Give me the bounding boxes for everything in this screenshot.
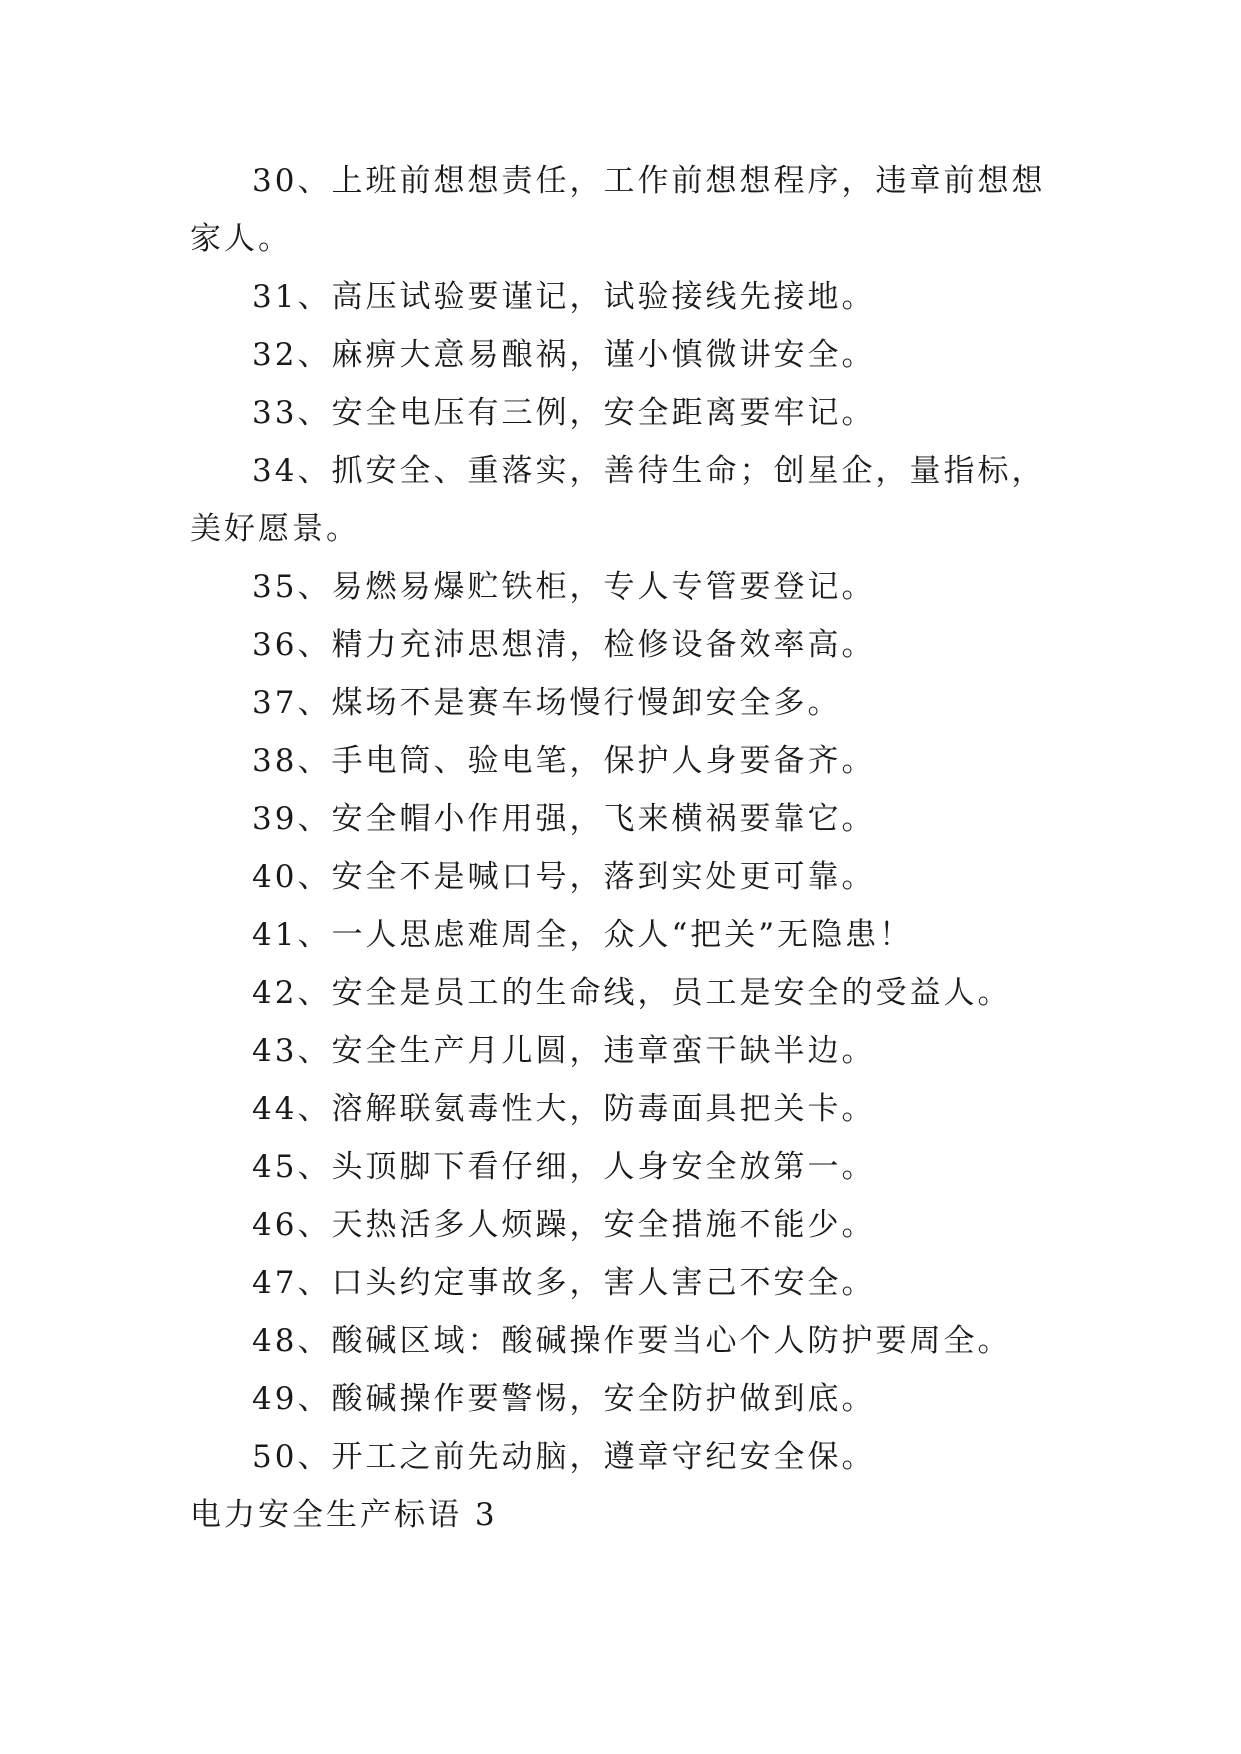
slogan-item: 31、高压试验要谨记，试验接线先接地。 xyxy=(252,279,876,315)
slogan-item: 40、安全不是喊口号，落到实处更可靠。 xyxy=(252,859,876,895)
slogan-list xyxy=(190,152,1050,1544)
slogan-item: 41、一人思虑难周全，众人“把关”无隐患！ xyxy=(252,917,914,953)
slogan-item: 49、酸碱操作要警惕，安全防护做到底。 xyxy=(252,1381,876,1417)
slogan-item: 39、安全帽小作用强，飞来横祸要靠它。 xyxy=(252,801,876,837)
slogan-item: 45、头顶脚下看仔细，人身安全放第一。 xyxy=(252,1149,876,1185)
slogan-item: 38、手电筒、验电笔，保护人身要备齐。 xyxy=(252,743,876,779)
slogan-item: 35、易燃易爆贮铁柜，专人专管要登记。 xyxy=(252,569,876,605)
slogan-item: 47、口头约定事故多，害人害己不安全。 xyxy=(252,1265,876,1301)
slogan-item: 43、安全生产月儿圆，违章蛮干缺半边。 xyxy=(252,1033,876,1069)
slogan-item: 32、麻痹大意易酿祸，谨小慎微讲安全。 xyxy=(252,337,876,373)
slogan-item: 36、精力充沛思想清，检修设备效率高。 xyxy=(252,627,876,663)
slogan-item: 46、天热活多人烦躁，安全措施不能少。 xyxy=(252,1207,876,1243)
slogan-item: 50、开工之前先动脑，遵章守纪安全保。 xyxy=(252,1439,876,1475)
slogan-item: 44、溶解联氨毒性大，防毒面具把关卡。 xyxy=(252,1091,876,1127)
slogan-item: 30、上班前想想责任，工作前想想程序，违章前想想家人。 xyxy=(190,163,1046,257)
slogan-item: 37、煤场不是赛车场慢行慢卸安全多。 xyxy=(252,685,842,721)
slogan-item: 42、安全是员工的生命线，员工是安全的受益人。 xyxy=(252,975,1012,1011)
slogan-item: 34、抓安全、重落实，善待生命；创星企，量指标，美好愿景。 xyxy=(190,453,1046,547)
slogan-item: 33、安全电压有三例，安全距离要牢记。 xyxy=(252,395,876,431)
slogan-item: 48、酸碱区域：酸碱操作要当心个人防护要周全。 xyxy=(252,1323,1012,1359)
section-heading: 电力安全生产标语 3 xyxy=(190,1497,498,1533)
